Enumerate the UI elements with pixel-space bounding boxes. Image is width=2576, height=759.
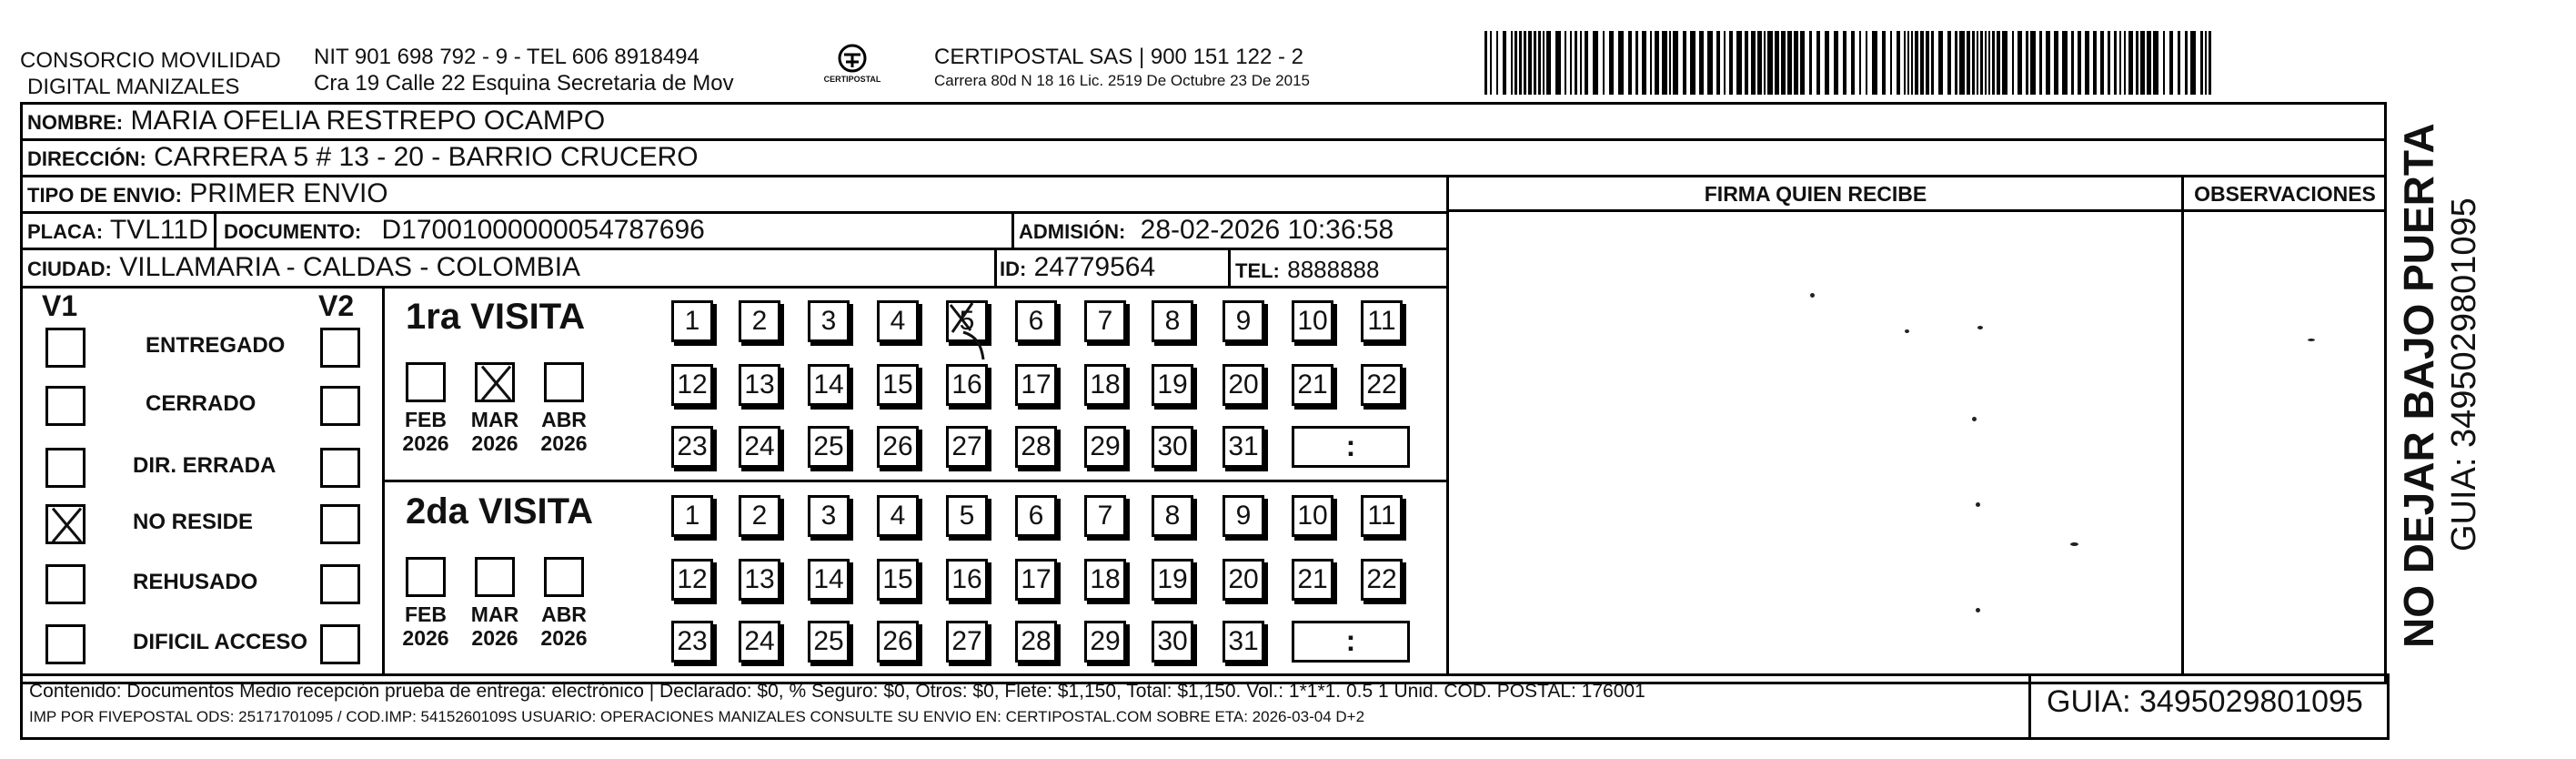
day-cell[interactable]: 6 <box>1015 300 1057 342</box>
month-name: FEB <box>405 602 447 626</box>
day-cell[interactable]: 26 <box>877 426 919 468</box>
v2-header: V2 <box>318 289 355 322</box>
day-cell[interactable]: 3 <box>808 495 850 537</box>
v1-checkbox[interactable] <box>45 448 86 488</box>
day-cell[interactable]: 4 <box>877 495 919 537</box>
day-cell[interactable]: 12 <box>671 559 713 601</box>
day-cell[interactable]: 16 <box>946 364 988 406</box>
day-cell[interactable]: 9 <box>1223 300 1264 342</box>
observaciones-header: OBSERVACIONES <box>2194 182 2376 206</box>
month-checkbox[interactable] <box>544 362 584 402</box>
day-cell[interactable]: 27 <box>946 621 988 663</box>
day-cell[interactable]: 28 <box>1015 621 1057 663</box>
day-cell[interactable]: 10 <box>1292 495 1333 537</box>
day-cell[interactable]: 8 <box>1152 495 1193 537</box>
day-cell[interactable]: 25 <box>808 426 850 468</box>
month-year: 2026 <box>402 431 449 455</box>
day-cell[interactable]: 26 <box>877 621 919 663</box>
day-cell[interactable]: 19 <box>1152 559 1193 601</box>
day-cell[interactable]: 31 <box>1223 426 1264 468</box>
day-cell[interactable]: 2 <box>739 300 780 342</box>
admision-label: ADMISIÓN: <box>1019 220 1126 243</box>
tipo-envio-value: PRIMER ENVIO <box>189 178 388 208</box>
status-label: CERRADO <box>146 391 257 416</box>
day-cell[interactable]: 16 <box>946 559 988 601</box>
day-cell[interactable]: 31 <box>1223 621 1264 663</box>
direccion-row <box>27 142 699 175</box>
visit-title: 2da VISITA <box>406 491 593 531</box>
day-cell[interactable]: 17 <box>1015 364 1057 406</box>
placa-label: PLACA: <box>27 220 104 243</box>
day-cell[interactable]: 14 <box>808 364 850 406</box>
documento-label: DOCUMENTO: <box>224 220 362 243</box>
day-cell[interactable]: 27 <box>946 426 988 468</box>
status-label: NO RESIDE <box>133 510 254 534</box>
tel-value: 8888888 <box>1287 256 1380 283</box>
v1-checkbox[interactable] <box>45 504 86 544</box>
placa-field <box>27 215 208 248</box>
day-cell[interactable]: 3 <box>808 300 850 342</box>
tel-label: TEL: <box>1235 259 1280 282</box>
day-cell[interactable]: 17 <box>1015 559 1057 601</box>
day-cell[interactable]: 24 <box>739 621 780 663</box>
carrier-line-1: CERTIPOSTAL SAS | 900 151 122 - 2 <box>934 45 1303 69</box>
nombre-label: NOMBRE: <box>27 111 124 134</box>
ciudad-value: VILLAMARIA - CALDAS - COLOMBIA <box>119 252 581 282</box>
day-cell[interactable]: 20 <box>1223 364 1264 406</box>
id-value: 24779564 <box>1033 252 1156 282</box>
month-label <box>398 408 453 455</box>
admision-value: 28-02-2026 10:36:58 <box>1140 215 1394 245</box>
day-cell[interactable]: 30 <box>1152 621 1193 663</box>
visit-time-box[interactable]: : <box>1292 621 1410 663</box>
month-label <box>537 408 591 455</box>
day-cell[interactable]: 22 <box>1361 364 1403 406</box>
side-guia: GUIA: 3495029801095 <box>2445 197 2483 552</box>
day-cell[interactable]: 18 <box>1084 559 1126 601</box>
day-cell[interactable]: 4 <box>877 300 919 342</box>
carrier-info <box>934 44 1310 92</box>
month-checkbox[interactable] <box>406 362 446 402</box>
day-cell[interactable]: 10 <box>1292 300 1333 342</box>
month-label <box>398 602 453 650</box>
month-name: MAR <box>470 602 519 626</box>
day-cell[interactable]: 21 <box>1292 364 1333 406</box>
direccion-label: DIRECCIÓN: <box>27 147 146 170</box>
placa-value: TVL11D <box>109 215 208 245</box>
month-label <box>468 602 522 650</box>
status-label: ENTREGADO <box>146 333 286 358</box>
company-line-1: CONSORCIO MOVILIDAD <box>20 48 281 73</box>
day-cell[interactable]: 11 <box>1361 300 1403 342</box>
tipo-envio-row <box>27 178 388 211</box>
ciudad-field <box>27 252 580 285</box>
id-field <box>1000 252 1155 285</box>
v2-checkbox[interactable] <box>320 328 360 368</box>
nit-line-2: Cra 19 Calle 22 Esquina Secretaria de Mov <box>314 71 734 96</box>
month-year: 2026 <box>540 626 588 650</box>
documento-value: D17001000000054787696 <box>381 215 705 245</box>
no-dejar-bajo-puerta: NO DEJAR BAJO PUERTA <box>2395 123 2442 648</box>
v1-checkbox[interactable] <box>45 328 86 368</box>
v1-checkbox[interactable] <box>45 564 86 604</box>
status-label: DIFICIL ACCESO <box>133 630 308 654</box>
barcode <box>1484 31 2212 95</box>
day-cell[interactable]: 20 <box>1223 559 1264 601</box>
day-cell[interactable]: 29 <box>1084 621 1126 663</box>
month-label <box>537 602 591 650</box>
v1-checkbox[interactable] <box>45 386 86 426</box>
month-label <box>468 408 522 455</box>
day-cell[interactable]: 5 <box>946 300 988 342</box>
tel-field <box>1235 254 1379 287</box>
signature-area[interactable] <box>1450 213 2181 673</box>
day-cell[interactable]: 23 <box>671 621 713 663</box>
day-cell[interactable]: 30 <box>1152 426 1193 468</box>
status-label: REHUSADO <box>133 570 258 594</box>
company-name <box>20 47 281 100</box>
month-year: 2026 <box>402 626 449 650</box>
nombre-value: MARIA OFELIA RESTREPO OCAMPO <box>130 106 606 136</box>
certipostal-logo <box>814 42 891 91</box>
day-cell[interactable]: 1 <box>671 300 713 342</box>
month-year: 2026 <box>540 431 588 455</box>
v2-checkbox[interactable] <box>320 504 360 544</box>
day-cell[interactable]: 21 <box>1292 559 1333 601</box>
v1-checkbox[interactable] <box>45 624 86 664</box>
day-cell[interactable]: 15 <box>877 559 919 601</box>
day-cell[interactable]: 14 <box>808 559 850 601</box>
day-cell[interactable]: 29 <box>1084 426 1126 468</box>
day-cell[interactable]: 8 <box>1152 300 1193 342</box>
documento-field <box>224 215 705 248</box>
id-label: ID: <box>1000 258 1027 280</box>
day-cell[interactable]: 12 <box>671 364 713 406</box>
carrier-line-2: Carrera 80d N 18 16 Lic. 2519 De Octubre 23 De 2015 <box>934 72 1310 89</box>
month-checkbox[interactable] <box>475 557 515 597</box>
day-cell[interactable]: 15 <box>877 364 919 406</box>
day-cell[interactable]: 5 <box>946 495 988 537</box>
visit-title: 1ra VISITA <box>406 297 586 337</box>
day-cell[interactable]: 18 <box>1084 364 1126 406</box>
footer-print-info: IMP POR FIVEPOSTAL ODS: 25171701095 / COD.IMP: 5415260109S USUARIO: OPERACIONES MANIZALES CONSULTE SU ENVIO EN: CERTIPOSTAL.COM SOBRE ETA: 2026-03-04 D+2 <box>29 708 1365 725</box>
month-year: 2026 <box>471 626 518 650</box>
day-cell[interactable]: 22 <box>1361 559 1403 601</box>
month-name: ABR <box>541 602 587 626</box>
status-label: DIR. ERRADA <box>133 453 277 478</box>
footer-contents: Contenido: Documentos Medio recepción prueba de entrega: electrónico | Declarado: $0, % Seguro: $0, Otros: $0, Flete: $1,150, Total: $1,150. Vol.: 1*1*1. 0.5 1 Unid. COD. POSTAL: 176001 <box>29 681 1645 702</box>
direccion-value: CARRERA 5 # 13 - 20 - BARRIO CRUCERO <box>154 142 699 172</box>
v2-checkbox[interactable] <box>320 448 360 488</box>
tipo-envio-label: TIPO DE ENVIO: <box>27 184 182 207</box>
day-cell[interactable]: 13 <box>739 364 780 406</box>
day-cell[interactable]: 28 <box>1015 426 1057 468</box>
nombre-row <box>27 106 605 138</box>
month-year: 2026 <box>471 431 518 455</box>
company-nit <box>314 44 734 96</box>
logo-text: CERTIPOSTAL <box>823 75 881 84</box>
day-cell[interactable]: 13 <box>739 559 780 601</box>
company-line-2: DIGITAL MANIZALES <box>27 75 240 99</box>
day-cell[interactable]: 23 <box>671 426 713 468</box>
month-name: ABR <box>541 408 587 431</box>
day-cell[interactable]: 11 <box>1361 495 1403 537</box>
day-cell[interactable]: 25 <box>808 621 850 663</box>
day-cell[interactable]: 24 <box>739 426 780 468</box>
ciudad-label: CIUDAD: <box>27 258 112 280</box>
v2-checkbox[interactable] <box>320 386 360 426</box>
v2-checkbox[interactable] <box>320 564 360 604</box>
day-cell[interactable]: 6 <box>1015 495 1057 537</box>
visit-time-box[interactable]: : <box>1292 426 1410 468</box>
day-cell[interactable]: 7 <box>1084 495 1126 537</box>
v1-header: V1 <box>42 289 78 322</box>
day-cell[interactable]: 1 <box>671 495 713 537</box>
observations-area[interactable] <box>2184 213 2386 673</box>
month-checkbox[interactable] <box>544 557 584 597</box>
day-cell[interactable]: 2 <box>739 495 780 537</box>
month-name: FEB <box>405 408 447 431</box>
visit-mark-icon <box>945 296 1009 369</box>
month-name: MAR <box>470 408 519 431</box>
admision-field <box>1019 215 1394 248</box>
firma-header: FIRMA QUIEN RECIBE <box>1704 182 1927 206</box>
month-checkbox[interactable] <box>406 557 446 597</box>
nit-line-1: NIT 901 698 792 - 9 - TEL 606 8918494 <box>314 45 699 69</box>
month-checkbox[interactable] <box>475 362 515 402</box>
day-cell[interactable]: 7 <box>1084 300 1126 342</box>
day-cell[interactable]: 9 <box>1223 495 1264 537</box>
footer-guia: GUIA: 3495029801095 <box>2047 684 2363 719</box>
day-cell[interactable]: 19 <box>1152 364 1193 406</box>
v2-checkbox[interactable] <box>320 624 360 664</box>
